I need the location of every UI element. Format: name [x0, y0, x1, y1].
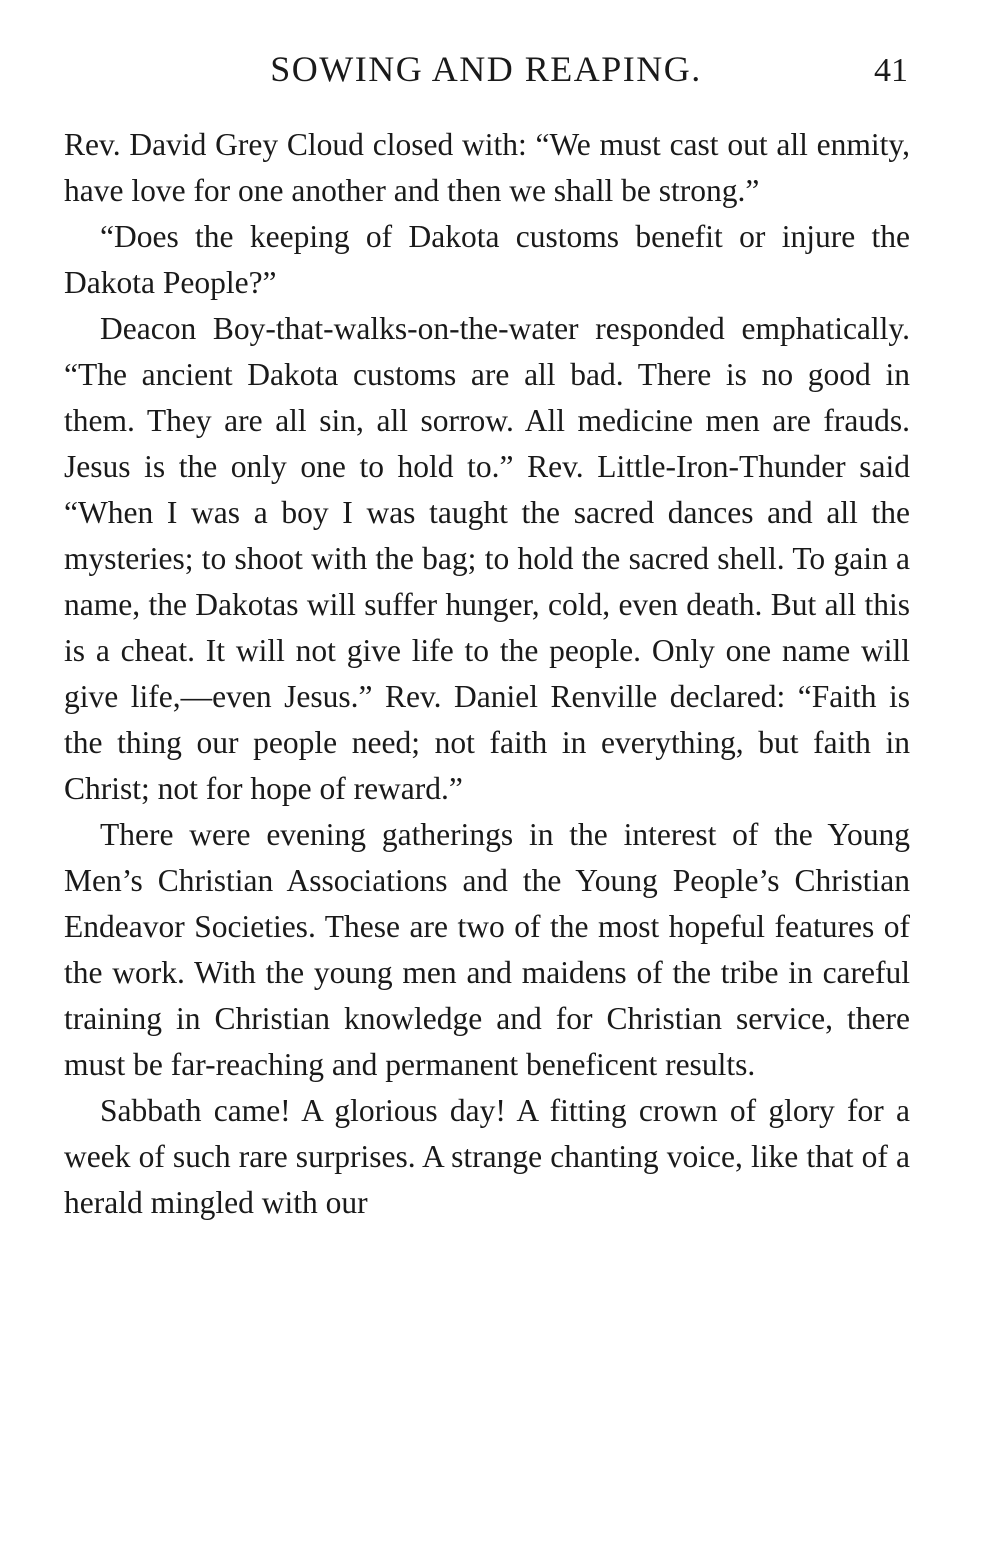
paragraph-responses: Deacon Boy-that-walks-on-the-water responded emphatically. “The ancient Dakota customs are all bad. There is no good in them. They are all sin, all sorrow. All medicine men are frauds. Jesus is the only one to hold to.” Rev. Little-Iron-Thunder said “When I was a boy I was taught the sacred dances and all the mysteries; to shoot with the bag; to hold the sacred shell. To gain a name, the Dakotas will suffer hunger, cold, even death. But all this is a cheat. It will not give life to the people. Only one name will give life,—even Jesus.” Rev. Daniel Renville declared: “Faith is the thing our people need; not faith in everything, but faith in Christ; not for hope of reward.”	[64, 311, 910, 806]
paragraph-question: “Does the keeping of Dakota customs benefit or injure the Dakota People?”	[64, 219, 910, 300]
paragraph-sabbath: Sabbath came! A glorious day! A fitting crown of glory for a week of such rare surprises. A strange chanting voice, like that of a herald mingled with our	[64, 1093, 910, 1220]
page-number: 41	[874, 52, 908, 89]
paragraph-grey-cloud: Rev. David Grey Cloud closed with: “We must cast out all enmity, have love for one another and then we shall be strong.”	[64, 127, 910, 208]
body-text	[64, 122, 910, 1226]
running-title: SOWING AND REAPING.	[270, 49, 702, 89]
paragraph-evening-gatherings: There were evening gatherings in the interest of the Young Men’s Christian Associations and the Young People’s Christian Endeavor Societies. These are two of the most hopeful features of the work. With the young men and maidens of the tribe in careful training in Christian knowledge and for Christian service, there must be far-reaching and permanent beneficent results.	[64, 817, 910, 1082]
running-head	[62, 44, 910, 94]
